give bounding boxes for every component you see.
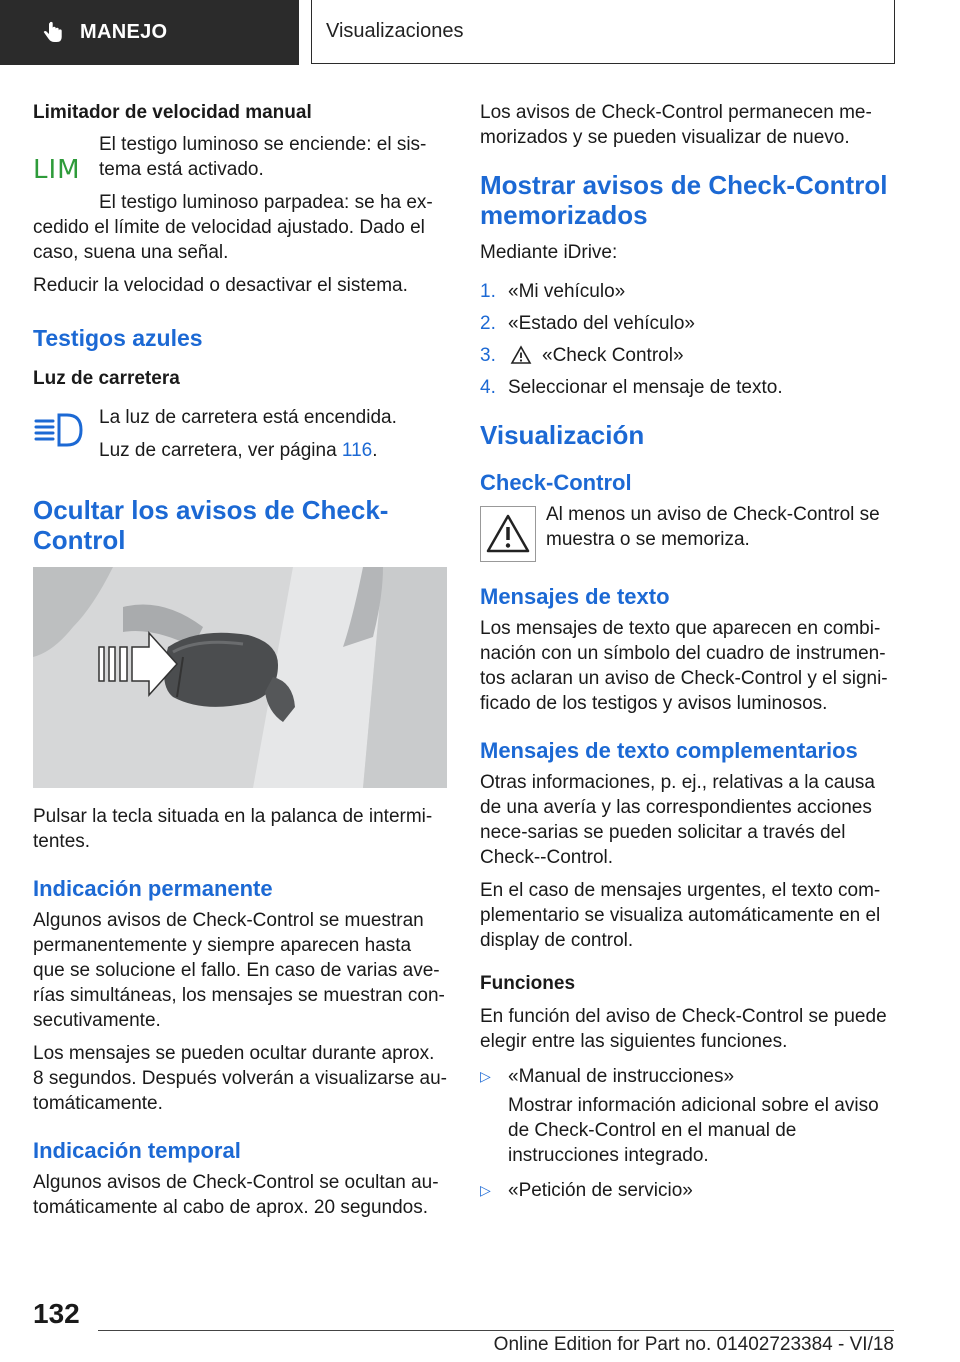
check-control-text: Al menos un aviso de Check-Control se muestra o se memoriza. [546, 504, 880, 550]
right-column [480, 100, 896, 1207]
permanent-text-1: Algunos avisos de Check-Control se muestran permanentemente y siempre aparecen hasta que se solucione el fallo. En caso de varias ave-rías simultáneas, los mensajes se muestran con-secutivamente. [33, 910, 445, 1031]
permanent-text-2: Los mensajes se pueden ocultar durante aprox. 8 segundos. Después volverán a visualizarse au-tomáticamente. [33, 1043, 448, 1114]
step-item: 1. «Mi vehículo» [480, 281, 626, 302]
functions-text: En función del aviso de Check-Control se puede elegir entre las siguientes funciones. [480, 1006, 887, 1052]
edition-text: Online Edition for Part no. 01402723384 - VI/18 [493, 1334, 894, 1355]
check-control-heading: Check-Control [480, 470, 632, 495]
steps-list [480, 279, 896, 400]
function-manual-detail: Mostrar información adicional sobre el aviso de Check-Control en el manual de instrucciones integrado. [508, 1095, 879, 1166]
show-stored-heading: Mostrar avisos de Check-Control memorizados [480, 170, 888, 230]
supplementary-text-2: En el caso de mensajes urgentes, el texto com-plementario se visualiza automáticamente en el display de control. [480, 880, 881, 951]
highbeam-block [33, 399, 447, 471]
function-item-service: ▷ «Petición de servicio» [480, 1180, 693, 1201]
chapter-tab [311, 0, 895, 64]
footer-divider [98, 1330, 894, 1331]
page-link[interactable]: 116 [341, 440, 373, 461]
temporary-heading: Indicación temporal [33, 1138, 241, 1163]
check-control-block [480, 502, 896, 562]
limiter-heading: Limitador de velocidad manual [33, 102, 312, 123]
section-title: MANEJO [80, 21, 168, 43]
chapter-title: Visualizaciones [326, 20, 464, 42]
display-heading: Visualización [480, 420, 645, 450]
stored-text: Los avisos de Check-Control permanecen me-morizados y se pueden visualizar de nuevo. [480, 102, 872, 148]
triangle-bullet-icon: ▷ [480, 1068, 491, 1084]
hide-heading: Ocultar los avisos de Check-Control [33, 495, 389, 555]
header-section-tab [0, 0, 299, 65]
lim-indicator [33, 133, 99, 215]
hand-icon [40, 20, 66, 46]
blue-lights-heading: Testigos azules [33, 325, 203, 351]
functions-heading: Funciones [480, 973, 576, 994]
warning-triangle-icon [481, 507, 535, 561]
permanent-heading: Indicación permanente [33, 876, 273, 901]
limiter-block [33, 133, 447, 215]
triangle-bullet-icon: ▷ [480, 1182, 491, 1198]
limiter-text-1: El testigo luminoso se enciende: el sis-tema está activado. [99, 134, 427, 180]
limiter-text-2b: cedido el límite de velocidad ajustado. Dado el caso, suena una señal. [33, 217, 425, 263]
warning-box [480, 506, 536, 562]
highbeam-text-2: Luz de carretera, ver página 116. [99, 440, 378, 461]
highbeam-text-1: La luz de carretera está encendida. [99, 407, 397, 428]
hide-text: Pulsar la tecla situada en la palanca de intermi-tentes. [33, 806, 433, 852]
temporary-text: Algunos avisos de Check-Control se ocultan au-tomáticamente al cabo de aprox. 20 segundos. [33, 1172, 439, 1218]
idrive-text: Mediante iDrive: [480, 242, 618, 263]
supplementary-text-1: Otras informaciones, p. ej., relativas a la causa de una avería y las correspondientes acciones nece-sarias se pueden solicitar a través del Check--Control. [480, 772, 875, 868]
function-item-manual: ▷ «Manual de instrucciones» [480, 1066, 735, 1087]
limiter-text-3: Reducir la velocidad o desactivar el sistema. [33, 275, 408, 296]
step-item: 3. «Check Control» [480, 345, 684, 366]
limiter-text-2a: El testigo luminoso parpadea: se ha ex- [99, 192, 433, 213]
step-item: 4. Seleccionar el mensaje de texto. [480, 377, 783, 398]
warning-triangle-icon [510, 345, 532, 365]
high-beam-icon [33, 407, 85, 451]
messages-heading: Mensajes de texto [480, 584, 670, 609]
turn-signal-lever-image [33, 567, 447, 788]
left-column [33, 100, 447, 1228]
lim-icon: LIM [33, 155, 81, 185]
supplementary-heading: Mensajes de texto complementarios [480, 738, 858, 763]
page-number: 132 [33, 1298, 80, 1329]
step-item: 2. «Estado del vehículo» [480, 313, 695, 334]
messages-text: Los mensajes de texto que aparecen en combi-nación con un símbolo del cuadro de instrumen-tos aclaran un aviso de Check-Control y el signi-ficado de los testigos y avisos luminosos. [480, 618, 888, 714]
highbeam-heading: Luz de carretera [33, 368, 180, 389]
